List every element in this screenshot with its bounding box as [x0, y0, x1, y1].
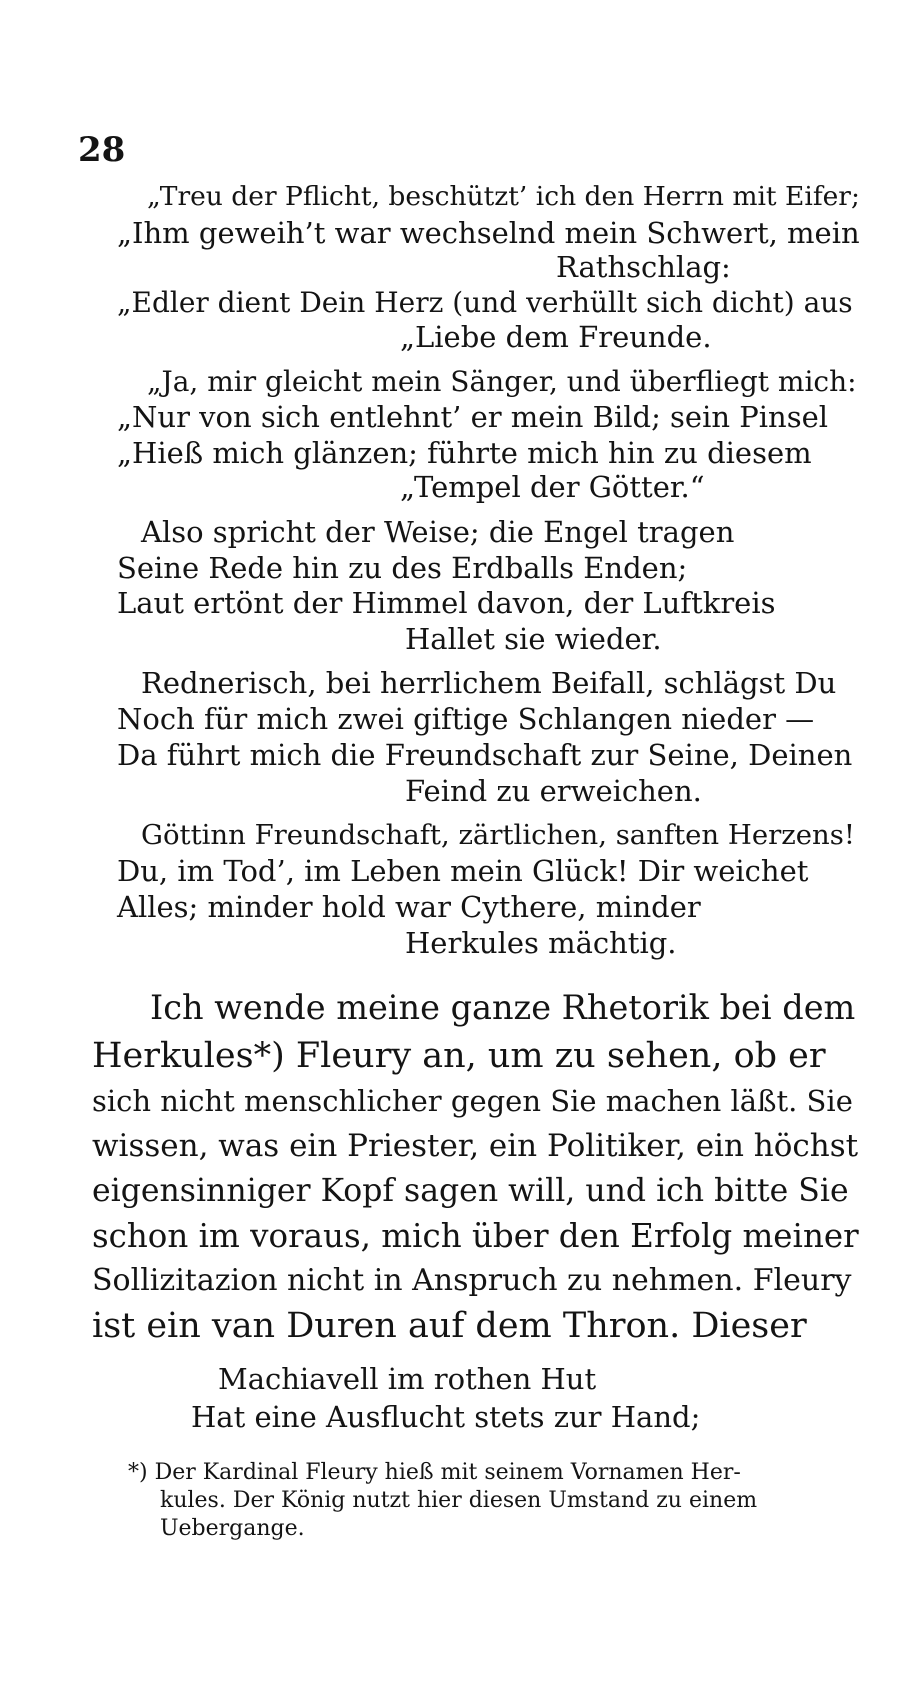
prose-line: Ich wende meine ganze Rhetorik bei dem: [150, 988, 856, 1027]
footnote-line: *) Der Kardinal Fleury hieß mit seinem Vornamen Her-: [128, 1460, 741, 1485]
poem-line: Du, im Tod’, im Leben mein Glück! Dir weichet: [117, 854, 809, 888]
poem-line: Göttinn Freundschaft, zärtlichen, sanften Herzens!: [141, 819, 855, 851]
prose-line: ist ein van Duren auf dem Thron. Dieser: [92, 1306, 807, 1346]
footnote-line: kules. Der König nutzt hier diesen Umstand zu einem: [160, 1488, 758, 1513]
verse-line: Machiavell im rothen Hut: [218, 1362, 597, 1396]
poem-line: Alles; minder hold war Cythere, minder: [117, 890, 701, 924]
poem-line: Da führt mich die Freundschaft zur Seine, Deinen: [117, 738, 853, 772]
verse-line: Hat eine Ausflucht stets zur Hand;: [191, 1400, 701, 1434]
prose-line: eigensinniger Kopf sagen will, und ich bitte Sie: [92, 1173, 849, 1209]
prose-line: Sollizitazion nicht in Anspruch zu nehmen. Fleury: [92, 1263, 852, 1298]
poem-line: „Tempel der Götter.“: [400, 470, 705, 504]
poem-line: „Treu der Pflicht, beschützt’ ich den Herrn mit Eifer;: [147, 181, 860, 212]
poem-line: Feind zu erweichen.: [405, 774, 702, 808]
poem-line: „Hieß mich glänzen; führte mich hin zu diesem: [117, 436, 812, 470]
poem-line: Noch für mich zwei giftige Schlangen nieder —: [117, 702, 815, 736]
poem-line: Also spricht der Weise; die Engel tragen: [141, 515, 735, 549]
prose-line: Herkules*) Fleury an, um zu sehen, ob er: [92, 1036, 826, 1076]
poem-line: Laut ertönt der Himmel davon, der Luftkreis: [117, 586, 776, 620]
prose-line: schon im voraus, mich über den Erfolg meiner: [92, 1217, 859, 1255]
page-number: 28: [78, 130, 126, 170]
poem-line: „Liebe dem Freunde.: [400, 320, 712, 354]
poem-line: Herkules mächtig.: [405, 926, 677, 960]
poem-line: Hallet sie wieder.: [405, 622, 662, 656]
poem-line: „Edler dient Dein Herz (und verhüllt sich dicht) aus: [117, 286, 853, 319]
prose-line: wissen, was ein Priester, ein Politiker, ein höchst: [92, 1128, 859, 1164]
poem-line: „Ihm geweih’t war wechselnd mein Schwert, mein: [117, 216, 860, 250]
poem-line: „Nur von sich entlehnt’ er mein Bild; sein Pinsel: [117, 400, 829, 434]
prose-line: sich nicht menschlicher gegen Sie machen läßt. Sie: [92, 1084, 853, 1118]
poem-line: „Ja, mir gleicht mein Sänger, und überfliegt mich:: [147, 365, 857, 398]
footnote-line: Uebergange.: [160, 1516, 305, 1541]
poem-line: Rathschlag:: [556, 250, 731, 284]
poem-line: Rednerisch, bei herrlichem Beifall, schlägst Du: [141, 666, 837, 700]
poem-line: Seine Rede hin zu des Erdballs Enden;: [117, 551, 688, 585]
